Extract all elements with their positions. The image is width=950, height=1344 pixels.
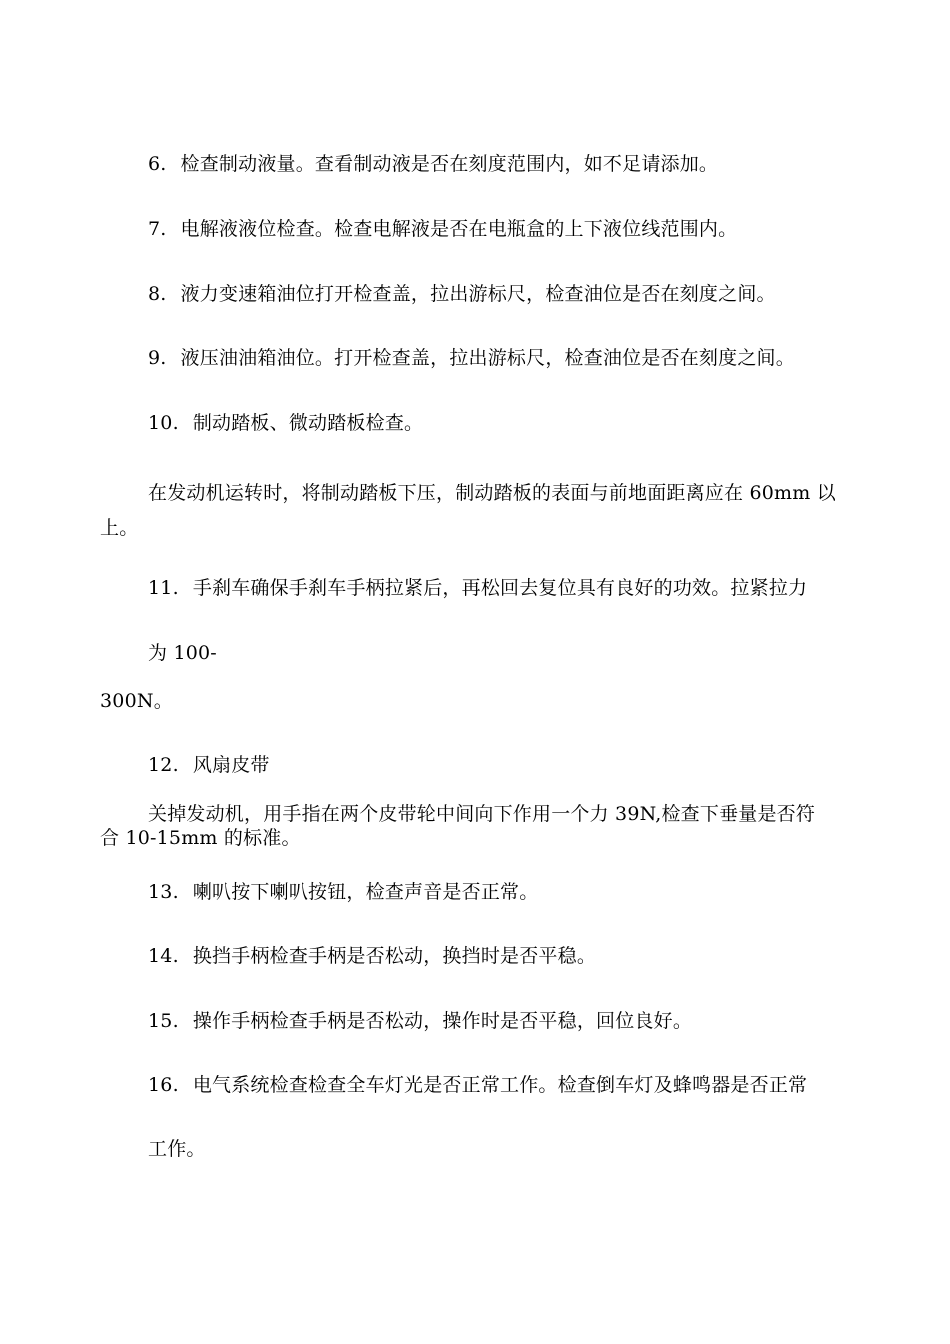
- item-text: 手刹车确保手刹车手柄拉紧后，再松回去复位具有良好的功效。拉紧拉力: [192, 577, 808, 599]
- paragraph-line: 在发动机运转时，将制动踏板下压，制动踏板的表面与前地面距离应在 60mm 以: [148, 482, 836, 504]
- item-text: 电解液液位检查。检查电解液是否在电瓶盒的上下液位线范围内。: [180, 218, 738, 240]
- item-text: 检查制动液量。查看制动液是否在刻度范围内，如不足请添加。: [180, 153, 719, 175]
- list-item: [148, 577, 807, 599]
- item-text: 液压油油箱油位。打开检查盖，拉出游标尺，检查油位是否在刻度之间。: [180, 347, 795, 369]
- paragraph-line: 合 10-15mm 的标准。: [100, 827, 301, 849]
- list-item: [148, 412, 423, 434]
- list-item: [148, 218, 737, 240]
- list-item: [148, 1010, 692, 1032]
- item-text: 风扇皮带: [192, 754, 270, 776]
- item-number: 13.: [148, 881, 179, 903]
- item-text: 换挡手柄检查手柄是否松动，换挡时是否平稳。: [192, 945, 597, 967]
- paragraph-line: 关掉发动机，用手指在两个皮带轮中间向下作用一个力 39N,检查下垂量是否符: [148, 803, 816, 825]
- list-item: [148, 1074, 807, 1096]
- item-number: 15.: [148, 1010, 179, 1032]
- paragraph-line: 为 100-: [148, 642, 217, 664]
- item-number: 8.: [148, 283, 167, 305]
- list-item: [148, 881, 538, 903]
- item-text: 电气系统检查检查全车灯光是否正常工作。检查倒车灯及蜂鸣器是否正常: [192, 1074, 808, 1096]
- item-number: 14.: [148, 945, 179, 967]
- item-number: 9.: [148, 347, 167, 369]
- item-text: 喇叭按下喇叭按钮，检查声音是否正常。: [192, 881, 539, 903]
- paragraph-line: 上。: [100, 517, 139, 539]
- item-text: 液力变速箱油位打开检查盖，拉出游标尺，检查油位是否在刻度之间。: [180, 283, 776, 305]
- item-number: 10.: [148, 412, 179, 434]
- list-item: [148, 945, 596, 967]
- paragraph-line: 工作。: [148, 1138, 206, 1160]
- item-number: 12.: [148, 754, 179, 776]
- list-item: [148, 754, 270, 776]
- item-number: 16.: [148, 1074, 179, 1096]
- item-number: 11.: [148, 577, 179, 599]
- item-number: 7.: [148, 218, 167, 240]
- item-text: 操作手柄检查手柄是否松动，操作时是否平稳，回位良好。: [192, 1010, 693, 1032]
- list-item: [148, 347, 795, 369]
- list-item: [148, 283, 776, 305]
- list-item: [148, 153, 718, 175]
- item-number: 6.: [148, 153, 167, 175]
- paragraph-line: 300N。: [100, 690, 173, 712]
- item-text: 制动踏板、微动踏板检查。: [192, 412, 424, 434]
